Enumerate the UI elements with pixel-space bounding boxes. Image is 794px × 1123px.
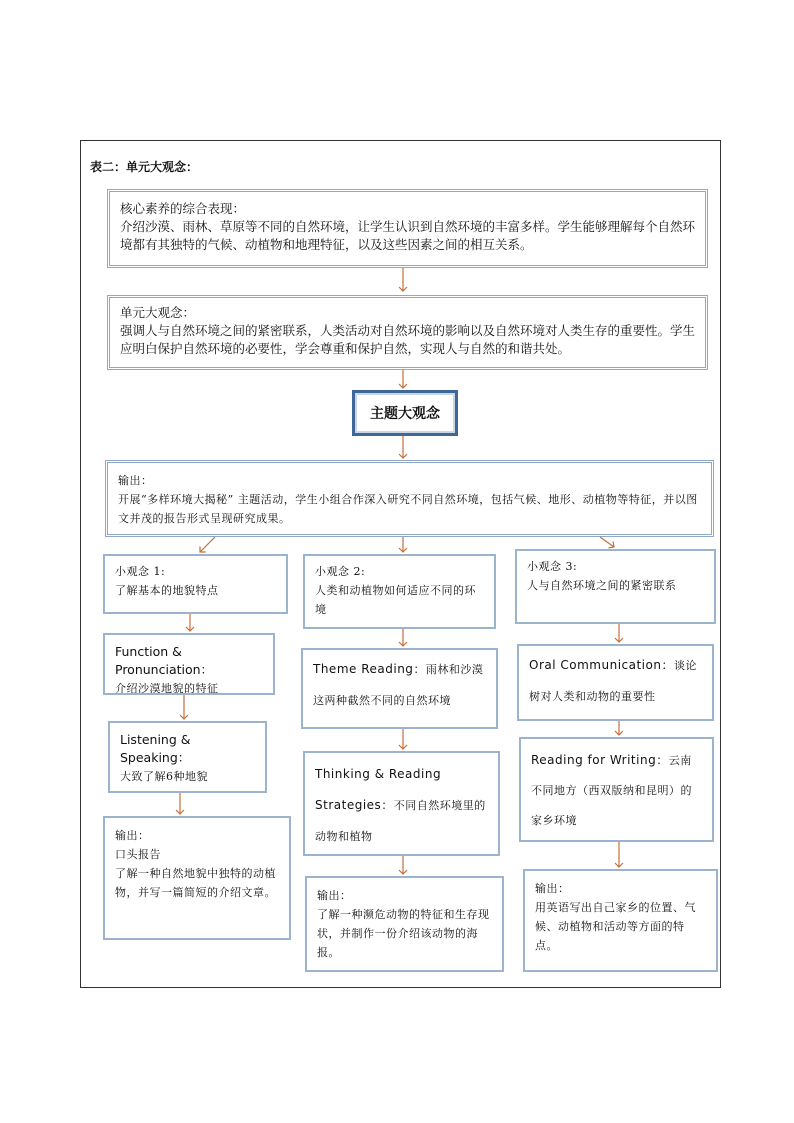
idea-2-header: 小观念 2: bbox=[315, 565, 366, 578]
idea-3-text: 人与自然环境之间的紧密联系 bbox=[527, 579, 677, 592]
col1-lesson-2-title: Listening & Speaking： bbox=[120, 732, 191, 765]
output-main-text: 开展“多样环境大揭秘” 主题活动，学生小组合作深入研究不同自然环境，包括气候、地形、动植物等特征，并以图文并茂的报告形式呈现研究成果。 bbox=[118, 493, 698, 525]
idea-1-text: 了解基本的地貌特点 bbox=[115, 584, 219, 597]
idea-3-header: 小观念 3: bbox=[527, 560, 578, 573]
col2-lesson-2-text: 不同自然环境里的动物和植物 bbox=[315, 799, 486, 843]
col1-lesson-1-title: Function & Pronunciation： bbox=[115, 644, 214, 677]
theme-concept-box: 主题大观念 bbox=[352, 390, 458, 436]
col2-output-text: 了解一种濒危动物的特征和生存现状，并制作一份介绍该动物的海报。 bbox=[317, 908, 490, 959]
col3-output-text: 用英语写出自己家乡的位置、气候、动植物和活动等方面的特点。 bbox=[535, 901, 696, 952]
unit-concept-text: 强调人与自然环境之间的紧密联系，人类活动对自然环境的影响以及自然环境对人类生存的重要性。学生应明白保护自然环境的必要性，学会尊重和保护自然，实现人与自然的和谐共处。 bbox=[120, 323, 696, 356]
unit-concept-label: 单元大观念： bbox=[120, 305, 196, 320]
col3-lesson-1-text: 谈论树对人类和动物的重要性 bbox=[529, 659, 697, 703]
core-literacy-text: 介绍沙漠、雨林、草原等不同的自然环境，让学生认识到自然环境的丰富多样。学生能够理解每个自然环境都有其独特的气候、动植物和地理特征，以及这些因素之间的相互关系。 bbox=[120, 219, 696, 252]
col3-lesson-2-title: Reading for Writing： bbox=[531, 753, 669, 767]
arrow-output-to-idea1 bbox=[200, 537, 215, 552]
col2-lesson-1-title: Theme Reading： bbox=[313, 662, 426, 676]
col1-lesson-2-text: 大致了解6种地貌 bbox=[120, 770, 208, 783]
col3-lesson-1-title: Oral Communication： bbox=[529, 658, 674, 672]
col3-output-label: 输出： bbox=[535, 882, 570, 895]
col1-output-label: 输出： bbox=[115, 829, 150, 842]
col2-lesson-2-title: Thinking & Reading Strategies： bbox=[315, 767, 442, 812]
arrow-output-to-idea3 bbox=[600, 537, 614, 547]
col2-output-label: 输出： bbox=[317, 889, 352, 902]
col1-output-text: 口头报告 了解一种自然地貌中独特的动植物，并写一篇简短的介绍文章。 bbox=[115, 848, 276, 899]
idea-1-header: 小观念 1: bbox=[115, 565, 166, 578]
core-literacy-label: 核心素养的综合表现： bbox=[120, 201, 246, 216]
col3-lesson-2-text: 云南不同地方（西双版纳和昆明）的家乡环境 bbox=[531, 754, 692, 827]
table-title: 表二：单元大观念： bbox=[90, 160, 199, 174]
output-main-label: 输出： bbox=[118, 474, 153, 487]
col1-lesson-1-text: 介绍沙漠地貌的特征 bbox=[115, 682, 219, 695]
idea-2-text: 人类和动植物如何适应不同的环境 bbox=[315, 584, 476, 616]
col2-lesson-1-text: 雨林和沙漠这两种截然不同的自然环境 bbox=[313, 663, 484, 707]
